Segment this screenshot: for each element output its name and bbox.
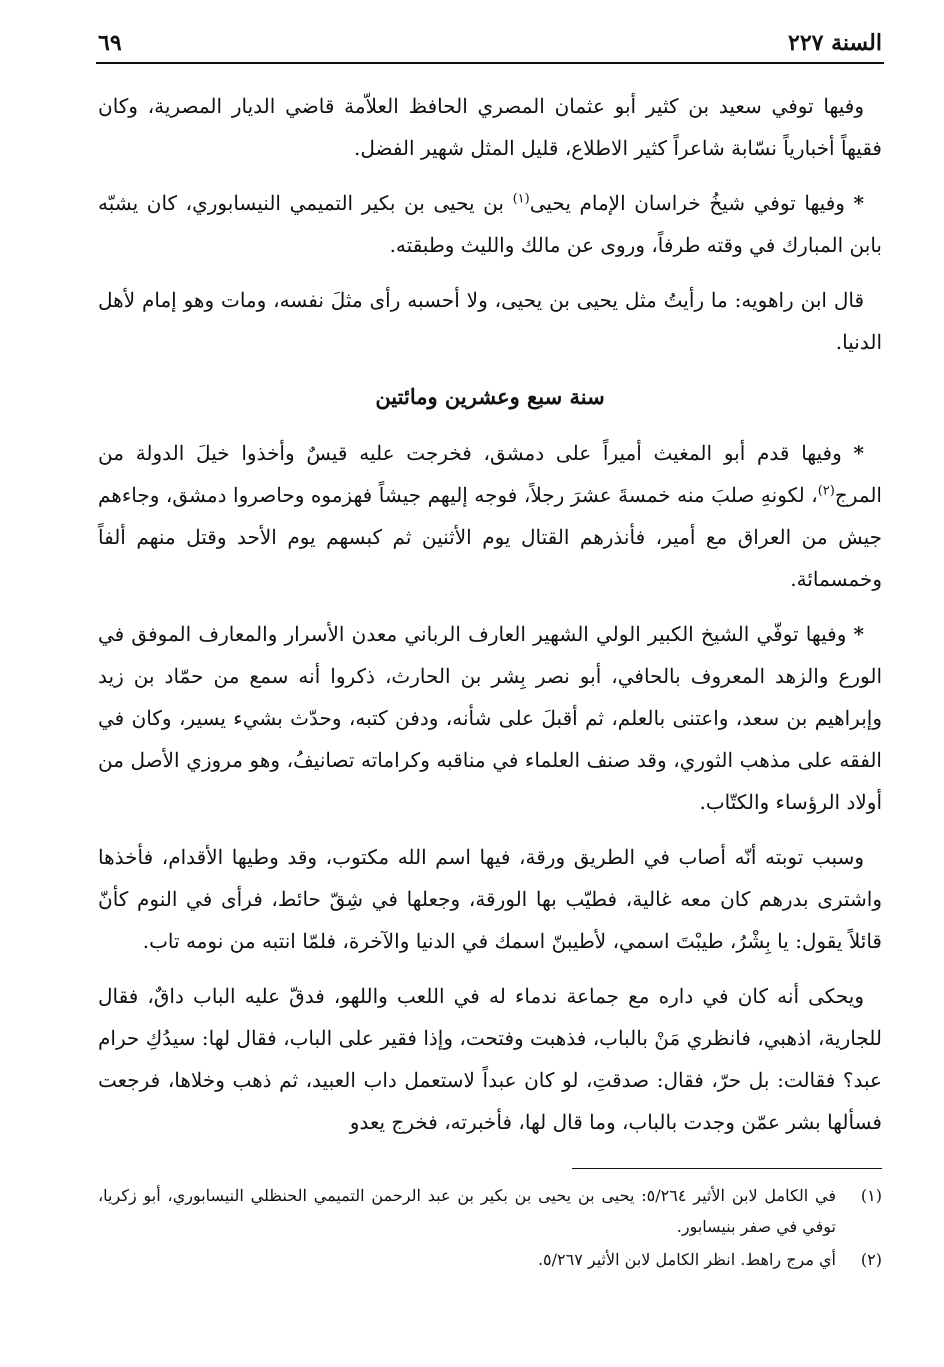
- asterisk-marker: *: [853, 191, 865, 215]
- paragraph-text: وسبب توبته أنّه أصاب في الطريق ورقة، فيها اسم الله مكتوب، وقد وطيها الأقدام، فأخذها واشترى بدرهم كان معه غالية، فطيّب بها الورقة، وجعلها في شِقّ حائط، فرأى في النوم كأنّ قائلاً يقول: يا بِشْرُ، طيبْتَ اسمي، لأطيبنّ اسمك في الدنيا والآخرة، فلمّا انتبه من نومه تاب.: [98, 845, 882, 953]
- paragraph-yahya-ibn-yahya: [98, 182, 882, 266]
- paragraph-ibn-rahawayh: [98, 279, 882, 363]
- footnotes: [98, 1180, 882, 1277]
- footnote-text: أي مرج راهط. انظر الكامل لابن الأثير ٥/٢٦٧.: [537, 1250, 836, 1269]
- paragraph-repentance: [98, 836, 882, 962]
- footnote-1: [98, 1180, 882, 1242]
- page-number: ٦٩: [98, 30, 122, 56]
- footnote-ref-1[interactable]: (١): [512, 191, 530, 207]
- paragraph-text-part: وفيها توفي شيخُ خراسان الإمام يحيى: [529, 191, 845, 215]
- paragraph-abu-al-mughith: [98, 432, 882, 600]
- footnote-2: [98, 1244, 882, 1275]
- footnote-ref-2[interactable]: (٢): [817, 483, 835, 499]
- section-heading: سنة سبع وعشرين ومائتين: [375, 384, 605, 409]
- paragraph-text: ويحكى أنه كان في داره مع جماعة ندماء له في اللعب واللهو، فدقّ عليه الباب داقٌ، فقال للجارية، اذهبي، فانظري مَنْ بالباب، فذهبت وفتحت، وإذا فقير على الباب، فقال لها: سيدُكِ حرام عبد؟ فقالت: بل حرّ، فقال: صدقتِ، لو كان عبداً لاستعمل داب العبيد، ثم ذهب وخلاها، فرجعت فسألها بشر عمّن وجدت بالباب، وما قال لها، فأخبرته، فخرج يعدو: [98, 984, 882, 1134]
- paragraph-story: [98, 975, 882, 1143]
- paragraph-said-ibn-kathir: [98, 85, 882, 169]
- asterisk-marker: *: [853, 622, 864, 646]
- footnote-divider: [572, 1168, 882, 1169]
- chapter-title: السنة ٢٢٧: [788, 30, 882, 56]
- asterisk-marker: *: [853, 441, 865, 465]
- main-text: [98, 85, 882, 1156]
- paragraph-text-part: وفيها قدم أبو المغيث أميراً على دمشق، فخرجت عليه قيسٌ وأخذوا خيلَ الدولة من المرج: [98, 441, 882, 507]
- footnote-text: في الكامل لابن الأثير ٥/٢٦٤: يحيى بن يحيى بن بكير بن عبد الرحمن التميمي الحنظلي النيسابوري، أبو زكريا، توفي في صفر بنيسابور.: [98, 1186, 836, 1236]
- running-header: [96, 28, 884, 64]
- paragraph-bishr-al-hafi: [98, 613, 882, 823]
- footnote-number: (١): [860, 1186, 882, 1205]
- paragraph-text: قال ابن راهويه: ما رأيتُ مثل يحيى بن يحيى، ولا أحسبه رأى مثلَ نفسه، ومات وهو إمام لأهل الدنيا.: [98, 288, 882, 354]
- paragraph-text-part: ، لكونهِ صلبَ منه خمسةَ عشرَ رجلاً، فوجه إليهم جيشاً فهزموه وحاصروا دمشق، وجاءهم جيش من العراق مع أمير، فأنذرهم القتال يوم الأثنين ثم كبسهم يوم الأحد وقتل منهم ألفاً وخمسمائة.: [98, 483, 882, 591]
- footnote-number: (٢): [860, 1250, 882, 1269]
- paragraph-text: وفيها توفي سعيد بن كثير أبو عثمان المصري الحافظ العلاّمة قاضي الديار المصرية، وكان فقيهاً أخبارياً نسّابة شاعراً كثير الاطلاع، قليل المثل شهير الفضل.: [98, 94, 882, 160]
- paragraph-text: وفيها توفّي الشيخ الكبير الولي الشهير العارف الرباني معدن الأسرار والمعارف الموفق في الورع والزهد المعروف بالحافي، أبو نصر بِشر بن الحارث، ذكروا أنه سمع من حمّاد بن زيد وإبراهيم بن سعد، واعتنى بالعلم، ثم أقبلَ على شأنه، ودفن كتبه، وحدّث بشيء يسير، وكان في الفقه على مذهب الثوري، وقد صنف العلماء في مناقبه وكراماته تصانيفُ، وهو مروزي الأصل من أولاد الرؤساء والكتّاب.: [98, 622, 882, 814]
- paragraph-text-part: بن يحيى بن بكير التميمي النيسابوري، كان يشبّه بابن المبارك في وقته طرفاً، وروى عن مالك والليث وطبقته.: [98, 191, 882, 257]
